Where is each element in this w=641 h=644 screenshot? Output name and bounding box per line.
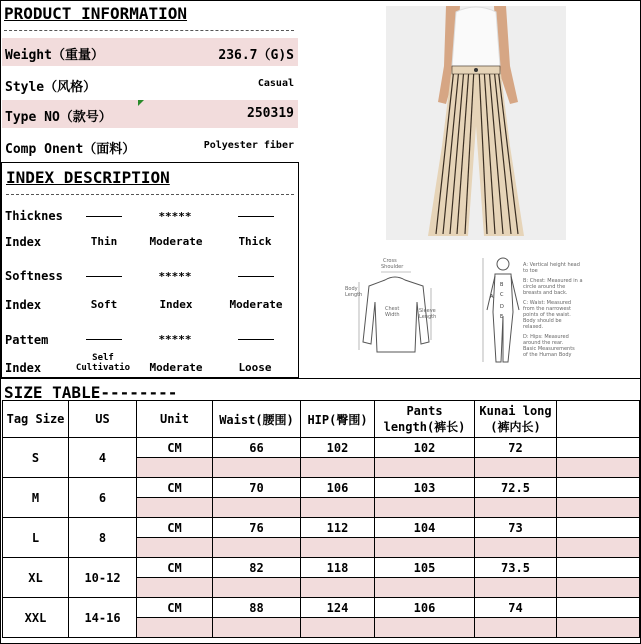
product-photo [386,6,566,240]
divider [4,30,294,31]
cell-empty [137,458,213,478]
cell-empty [557,518,640,538]
pattern-option-moderate: Moderate [149,361,203,374]
table-row [3,438,640,458]
scale-line [238,216,274,217]
cell-empty [213,578,301,598]
tick-marker [138,100,144,106]
product-info-title: PRODUCT INFORMATION [4,4,188,23]
svg-text:Chest: Chest [385,306,400,312]
thickness-index-label: Index [5,235,42,249]
cell-empty [557,538,640,558]
svg-text:Body should be: Body should be [523,318,562,324]
component-row [2,132,298,160]
cell-us: 8 [69,518,137,558]
cell-unit: CM [137,558,213,578]
divider [6,194,294,195]
cell-empty [213,498,301,518]
cell-empty [557,578,640,598]
cell-us: 14-16 [69,598,137,638]
svg-text:Shoulder: Shoulder [381,264,404,270]
size-table-title: SIZE TABLE-------- [4,383,178,402]
svg-text:C: Waist: Measured: C: Waist: Measured [523,300,572,306]
cross-shoulder-label: Cross [383,258,397,264]
cell-empty [375,578,475,598]
svg-text:from the narrowest: from the narrowest [523,306,571,312]
cell-waist: 70 [213,478,301,498]
header-inseam: Kunai long (裤内长) [475,401,557,438]
cell-inseam: 72.5 [475,478,557,498]
svg-text:Basic Measurements: Basic Measurements [523,346,575,352]
svg-text:A: Vertical height head: A: Vertical height head [523,262,580,268]
thickness-label: Thicknes [5,209,63,223]
svg-text:breasts and back.: breasts and back. [523,290,568,296]
svg-text:Length: Length [345,292,363,298]
header-pants-length: Pants length(裤长) [375,401,475,438]
scale-line [238,276,274,277]
softness-option-soft: Soft [90,298,118,311]
cell-waist: 76 [213,518,301,538]
cell-empty [301,498,375,518]
cell-waist: 88 [213,598,301,618]
cell-empty [557,458,640,478]
weight-value: 236.7（G)S [218,48,294,63]
cell-empty [375,498,475,518]
cell-length: 105 [375,558,475,578]
cell-empty [557,598,640,618]
cell-tag: XL [3,558,69,598]
cell-empty [557,438,640,458]
type-value: 250319 [247,106,294,121]
thickness-option-thick: Thick [238,235,272,248]
component-label: Comp Onent（面料） [5,142,136,157]
svg-text:circle around the: circle around the [523,284,566,290]
cell-tag: S [3,438,69,478]
cell-empty [475,498,557,518]
type-row [2,100,298,128]
cell-us: 6 [69,478,137,518]
cell-hip: 112 [301,518,375,538]
cell-tag: XXL [3,598,69,638]
divider [0,378,641,379]
cell-empty [137,618,213,638]
softness-index-label: Index [5,298,42,312]
svg-text:around the rear.: around the rear. [523,340,564,346]
component-value: Polyester fiber [203,140,294,151]
cell-empty [557,618,640,638]
cell-empty [301,458,375,478]
cell-empty [213,458,301,478]
scale-line [86,339,122,340]
cell-length: 103 [375,478,475,498]
svg-text:D: D [500,304,504,310]
svg-text:relaxed.: relaxed. [523,324,544,330]
style-label: Style（风格） [5,80,97,95]
header-hip: HIP(臀围) [301,401,375,438]
style-value: Casual [257,78,294,89]
cell-empty [475,618,557,638]
cell-empty [557,498,640,518]
cell-empty [213,538,301,558]
cell-empty [557,478,640,498]
cell-tag: L [3,518,69,558]
softness-option-moderate: Moderate [229,298,283,311]
table-row [3,478,640,498]
cell-inseam: 74 [475,598,557,618]
cell-empty [375,538,475,558]
cell-empty [137,538,213,558]
weight-label: Weight（重量） [5,48,104,63]
cell-empty [475,538,557,558]
cell-empty [557,558,640,578]
svg-text:C: C [500,292,504,298]
scale-line [238,339,274,340]
size-table [2,400,640,638]
cell-hip: 118 [301,558,375,578]
table-row [3,518,640,538]
pattern-label: Pattem [5,333,49,347]
cell-unit: CM [137,518,213,538]
style-row [2,70,298,98]
header-unit: Unit [137,401,213,438]
type-label: Type NO（款号） [5,110,112,125]
cell-hip: 106 [301,478,375,498]
cell-empty [301,578,375,598]
svg-text:B: B [500,282,504,288]
cell-hip: 124 [301,598,375,618]
thickness-marker: ***** [158,210,192,223]
svg-text:points of the waist.: points of the waist. [523,312,571,318]
cell-us: 4 [69,438,137,478]
header-empty [557,401,640,438]
softness-option-index: Index [159,298,193,311]
softness-label: Softness [5,269,63,283]
thickness-option-thin: Thin [90,235,118,248]
cell-empty [301,538,375,558]
cell-empty [137,578,213,598]
cell-length: 106 [375,598,475,618]
table-row [3,598,640,618]
svg-text:Sleeve: Sleeve [419,308,436,314]
svg-text:to toe: to toe [523,268,538,274]
cell-empty [375,618,475,638]
header-us: US [69,401,137,438]
cell-hip: 102 [301,438,375,458]
svg-text:Length: Length [419,314,437,320]
table-row [3,558,640,578]
cell-empty [475,458,557,478]
svg-text:Width: Width [385,312,400,318]
svg-text:of the Human Body: of the Human Body [523,352,572,358]
svg-text:B: Chest: Measured in a: B: Chest: Measured in a [523,278,583,284]
weight-row [2,38,298,66]
cell-empty [213,618,301,638]
cell-empty [301,618,375,638]
cell-empty [375,458,475,478]
cell-length: 104 [375,518,475,538]
header-tag-size: Tag Size [3,401,69,438]
cell-length: 102 [375,438,475,458]
cell-inseam: 73 [475,518,557,538]
svg-text:D: Hips: Measured: D: Hips: Measured [523,334,569,340]
svg-text:E: E [500,314,504,320]
cell-unit: CM [137,478,213,498]
pattern-option-loose: Loose [238,361,272,374]
table-header-row [3,401,640,438]
cell-empty [475,578,557,598]
pattern-index-label: Index [5,361,42,375]
cell-us: 10-12 [69,558,137,598]
pattern-marker: ***** [158,333,192,346]
cell-waist: 66 [213,438,301,458]
cell-unit: CM [137,598,213,618]
cell-inseam: 73.5 [475,558,557,578]
cell-waist: 82 [213,558,301,578]
cell-empty [137,498,213,518]
svg-text:Body: Body [345,286,358,292]
cell-tag: M [3,478,69,518]
index-description-title: INDEX DESCRIPTION [6,168,170,187]
softness-marker: ***** [158,270,192,283]
svg-text:A: A [490,294,494,300]
header-waist: Waist(腰围) [213,401,301,438]
measurement-diagram [345,252,591,368]
cell-unit: CM [137,438,213,458]
pattern-option-self-cultivation: Self Cultivatio [75,353,131,373]
scale-line [86,216,122,217]
scale-line [86,276,122,277]
thickness-option-moderate: Moderate [149,235,203,248]
cell-inseam: 72 [475,438,557,458]
